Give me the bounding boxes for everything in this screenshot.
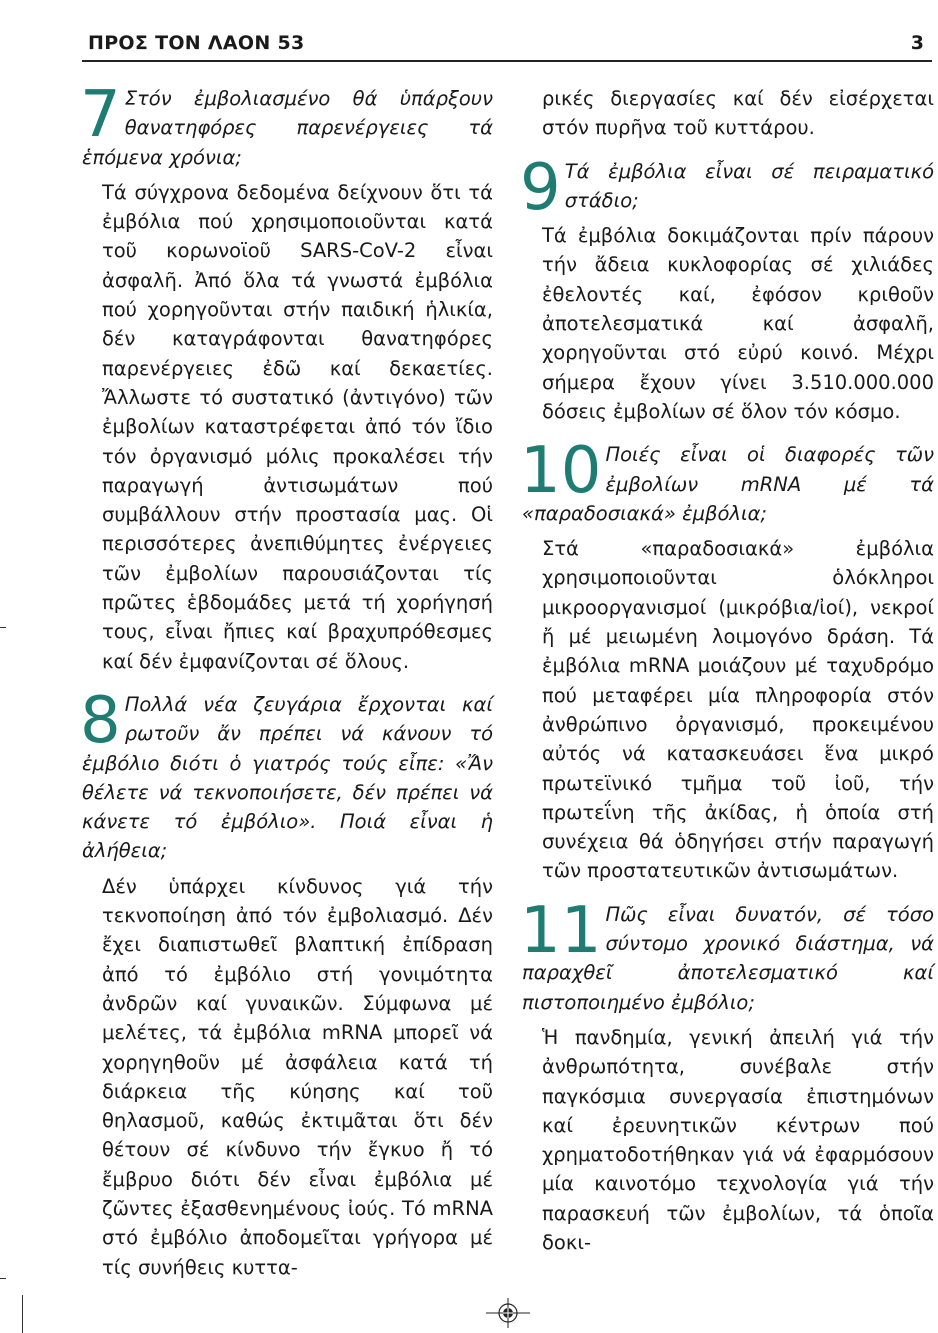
answer-10: Στά «παραδοσιακά» ἐμβόλια χρησιμοποιοῦνται ὁλόκληροι μικροοργανισμοί (μικρόβια/ἰοί), νεκροί ἤ μέ μειωμένη λοιμογόνο δράση. Τά ἐμβόλια mRNA μοιάζουν μέ ταχυδρόμο πού μεταφέρει μία πληροφορία στόν ἀνθρώπινο ὀργανισμό, προκειμένου αὐτός νά κατασκευάσει ἕνα μικρό πρωτεϊνικό τμῆμα τοῦ ἰοῦ, τήν πρωτεΐνη τῆς ἀκίδας, ἡ ὁποία στή συνέχεια θά ὁδηγήσει στήν παραγωγή τῶν προστατευτικῶν ἀντισωμάτων. — [542, 537, 934, 883]
crop-mark — [22, 1295, 23, 1333]
crop-mark — [0, 1278, 6, 1279]
page-number: 3 — [910, 32, 924, 54]
question-9 — [520, 150, 934, 225]
answer-8-continued: ρικές διεργασίες καί δέν εἰσέρχεται στόν πυρῆνα τοῦ κυττάρου. — [542, 87, 934, 140]
crop-mark — [0, 627, 6, 628]
header-rule — [82, 60, 932, 62]
page-header — [82, 28, 932, 62]
answer-11: Ἡ πανδημία, γενική ἀπειλή γιά τήν ἀνθρωπότητα, συνέβαλε στήν παγκόσμια συνεργασία ἐπιστημόνων καί ἐρευνητικῶν κέντρων πού χρηματοδοτήθηκαν γιά νά ἐφαρμόσουν μία καινοτόμο τεχνολογία γιά τήν παρασκευή τῶν ἐμβολίων, τά ὁποῖα δοκι- — [542, 1025, 934, 1254]
question-text: Πολλά νέα ζευγάρια ἔρχονται καί ρωτοῦν ἄν πρέπει νά κάνουν τό ἐμβόλιο διότι ὁ γιατρός τούς εἶπε: «Ἄν θέλετε νά τεκνοποιήσετε, δέν πρέπει νά κάνετε τό ἐμβόλιο». Ποιά εἶναι ἡ ἀλήθεια; — [82, 692, 493, 863]
question-8 — [80, 683, 493, 866]
answer-7: Τά σύγχρονα δεδομένα δείχνουν ὅτι τά ἐμβόλια πού χρησιμοποιοῦνται κατά τοῦ κορωνοϊοῦ SARS-CoV-2 εἶναι ἀσφαλῆ. Ἀπό ὅλα τά γνωστά ἐμβόλια πού χορηγοῦνται στήν παιδική ἡλικία, δέν καταγράφονται θανατηφόρες παρενέργειες ἐδῶ καί δεκαετίες. Ἄλλωστε τό συστατικό (ἀντιγόνο) τῶν ἐμβολίων καταστρέφεται ἀπό τόν ἴδιο τόν ὀργανισμό μόλις προκαλέσει τήν παραγωγή ἀντισωμάτων πού συμβάλλουν στήν προστασία μας. Οἱ περισσότερες ἀνεπιθύμητες ἐνέργειες τῶν ἐμβολίων παρουσιάζονται τίς πρῶτες ἑβδομάδες μετά τή χορήγησή τους, εἶναι ἤπιες καί βραχυπρόθεσμες καί δέν ἐμφανίζονται σέ ὅλους. — [102, 180, 493, 673]
answer-9: Τά ἐμβόλια δοκιμάζονται πρίν πάρουν τήν ἄδεια κυκλοφορίας σέ χιλιάδες ἐθελοντές καί, ἐφόσον κριθοῦν ἀποτελεσματικά καί ἀσφαλῆ, χορηγοῦνται στό εὐρύ κοινό. Μέχρι σήμερα ἔχουν γίνει 3.510.000.000 δόσεις ἐμβολίων σέ ὅλον τόν κόσμο. — [542, 224, 934, 423]
question-7 — [80, 78, 493, 172]
question-11 — [520, 893, 934, 1017]
left-column — [80, 78, 493, 1292]
question-number: 11 — [520, 893, 602, 968]
question-number: 9 — [520, 150, 561, 225]
question-number: 7 — [80, 78, 121, 152]
publication-title: ΠΡΟΣ ΤΟΝ ΛΑΟΝ 53 — [88, 32, 305, 54]
right-column — [522, 84, 934, 1267]
answer-8: Δέν ὑπάρχει κίνδυνος γιά τήν τεκνοποίηση ἀπό τόν ἐμβολιασμό. Δέν ἔχει διαπιστωθεῖ βλαπτική ἐπίδραση ἀπό τό ἐμβόλιο στή γονιμότητα ἀνδρῶν καί γυναικῶν. Σύμφωνα μέ μελέτες, τά ἐμβόλια mRNA μπορεῖ νά χορηγηθοῦν μέ ἀσφάλεια κατά τή διάρκεια τῆς κύησης καί τοῦ θηλασμοῦ, καθώς ἐκτιμᾶται ὅτι δέν θέτουν σέ κίνδυνο τήν ἔγκυο ἤ τό ἔμβρυο διότι δέν εἶναι ἐμβόλια μέ ζῶντες ἐξασθενημένους ἰούς. Τό mRNA στό ἐμβόλιο ἀποδομεῖται γρήγορα μέ τίς συνήθεις κυττα- — [102, 874, 493, 1279]
question-number: 8 — [80, 683, 121, 758]
question-text: Τά ἐμβόλια εἶναι σέ πειραματικό στάδιο; — [564, 159, 934, 212]
registration-mark-icon — [486, 1298, 530, 1328]
question-10 — [520, 434, 934, 528]
question-text: Πῶς εἶναι δυνατόν, σέ τόσο σύντομο χρονικό διάστημα, νά παραχθεῖ ἀποτελεσματικό καί πιστοποιημένο ἐμβόλιο; — [522, 902, 934, 1014]
question-text: Στόν ἐμβολιασμένο θά ὑπάρξουν θανατηφόρες παρενέργειες τά ἑπόμενα χρόνια; — [82, 87, 493, 169]
question-number: 10 — [520, 434, 602, 509]
question-text: Ποιές εἶναι οἱ διαφορές τῶν ἐμβολίων mRNA μέ τά «παραδοσιακά» ἐμβόλια; — [522, 443, 934, 525]
